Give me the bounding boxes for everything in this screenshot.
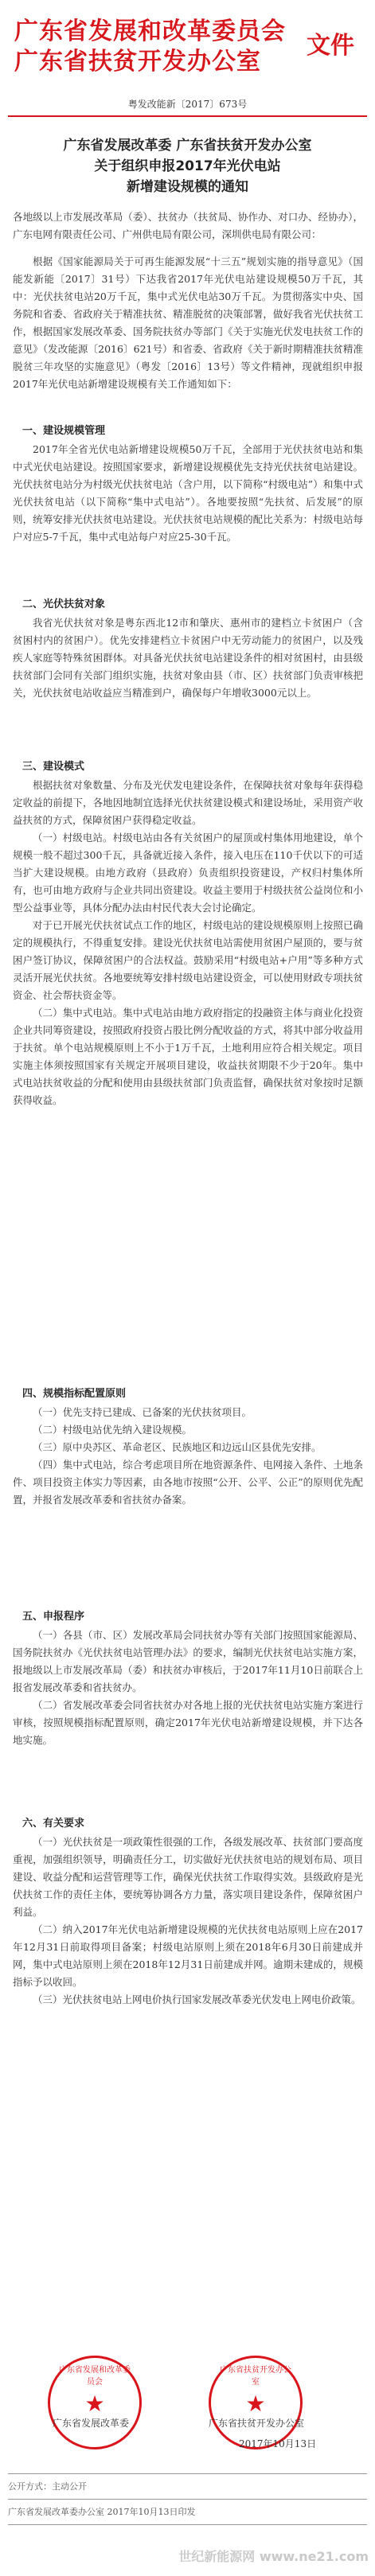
intro <box>13 253 363 393</box>
official-seal-left <box>48 2356 142 2449</box>
footer-divider-bottom <box>8 2524 367 2525</box>
section-paragraph: （二）村级电站优先纳入建设规模。 <box>33 1424 193 1436</box>
section-heading: 五、申报程序 <box>22 1611 85 1623</box>
document-number: 粤发改能新〔2017〕673号 <box>127 99 248 110</box>
seal-text: 广东省扶贫开发办公室 <box>220 2366 291 2387</box>
section-body <box>13 1404 363 1509</box>
section-heading: 三、建设模式 <box>22 761 85 773</box>
site-watermark: 世纪新能源网 www.ne21.com <box>178 2549 369 2564</box>
section-paragraph: （二）集中式电站。集中式电站由地方政府指定的投融资主体与商业化投资企业共同筹资建设，按照政府投资占股比例分配收益的方式，将其中部分收益用于扶贫。单个电站规模原则上不小于1万千瓦，土地利用应符合相关规定。项目实施主体须按照国家有关规定开展项目建设，收益扶贫期限不少于20年。集中式电站扶贫收益的分配和使用由县级扶贫部门负责监督，确保扶贫对象按时足额获得收益。 <box>13 1007 363 1106</box>
section-body <box>13 441 363 546</box>
seal-text: 广东省发展和改革委员会 <box>59 2366 131 2387</box>
section-paragraph: （四）集中式电站，综合考虑项目所在地资源条件、电网接入条件、土地条件、项目投资主体实力等因素，由各地市按照“公开、公平、公正”的原则优先配置，并报省发展改革委和省扶贫办备案。 <box>13 1459 363 1506</box>
disclosure-line: 公开方式：主动公开 <box>8 2481 87 2492</box>
footer-divider-top <box>8 2473 367 2474</box>
section-paragraph: 2017年全省光伏电站新增建设规模50万千瓦，全部用于光伏扶贫电站和集中式光伏电站建设。按照国家要求，新增建设规模优先支持光伏扶贫电站建设。光伏扶贫电站分为村级光伏扶贫电站（含户用，以下简称“村级电站”）和集中式光伏扶贫电站（以下简称“集中式电站”）。各地要按照“先扶贫、后发展”的原则，统筹安排光伏扶贫电站建设。光伏扶贫电站规模的配比关系为：村级电站每户对应5-7千瓦，集中式电站每户对应25-30千瓦。 <box>13 443 363 543</box>
section-paragraph: （一）村级电站。村级电站由各有关贫困户的屋顶或村集体用地建设，单个规模一般不超过300千瓦，具备就近接入条件，接入电压在110千伏以下的可适当扩大建设规模。由地方政府（县政府）负责组织投资建设，产权归村集体所有，也可由地方政府与企业共同出资建设。收益主要用于村级扶贫公益岗位和小型公益事业等，具体分配办法由村民代表大会讨论确定。 <box>13 832 363 914</box>
addressee <box>13 208 363 244</box>
section-heading: 四、规模指标配置原则 <box>22 1388 127 1400</box>
section-body <box>13 614 363 702</box>
section-paragraph: （二）纳入2017年光伏电站新增建设规模的光伏扶贫电站原则上应在2017年12月31日前取得项目备案；村级电站原则上须在2018年6月30日前建成并网，集中式电站原则上须在2018年12月31日前建成并网。逾期未建成的，规模指标予以收回。 <box>13 1923 363 1988</box>
star-icon: ★ <box>84 2391 105 2417</box>
section-paragraph: （二）省发展改革委会同省扶贫办对各地上报的光伏扶贫电站实施方案进行审核，按照规模指标配置原则，确定2017年光伏电站新增建设规模，并下达各地实施。 <box>13 1699 363 1746</box>
footer-divider-mid <box>8 2499 367 2500</box>
section-paragraph: （三）光伏扶贫电站上网电价执行国家发展改革委光伏发电上网电价政策。 <box>33 1993 361 2005</box>
document-header <box>0 0 375 88</box>
title-line-1: 广东省发展改革委 广东省扶贫开发办公室 <box>63 138 312 154</box>
issuer-name-1: 广东省发展和改革委员会 <box>14 18 286 45</box>
title-line-2: 关于组织申报2017年光伏电站 <box>94 158 281 174</box>
section-paragraph: 我省光伏扶贫对象是粤东西北12市和肇庆、惠州市的建档立卡贫困户（含贫困村内的贫困户）。优先安排建档立卡贫困户中无劳动能力的贫困户，以及残疾人家庭等特殊贫困群体。对具备光伏扶贫电站建设条件的相对贫困村，由县级扶贫部门会同有关部门组织实施，扶贫对象由县（市、区）扶贫部门负责审核把关，光伏扶贫电站收益应当精准到户，确保每户年增收3000元以上。 <box>13 617 363 699</box>
signature-date: 2017年10月13日 <box>239 2438 317 2449</box>
section-paragraph: （一）优先支持已建成、已备案的光伏扶贫项目。 <box>33 1406 252 1418</box>
signature-right: 广东省扶贫开发办公室 <box>209 2418 305 2429</box>
star-icon: ★ <box>245 2391 266 2417</box>
section-body <box>13 777 363 1109</box>
title-line-3: 新增建设规模的通知 <box>127 179 248 195</box>
intro-paragraph: 根据《国家能源局关于可再生能源发展“十三五”规划实施的指导意见》（国能发新能〔2017〕31号）下达我省2017年光伏电站建设规模50万千瓦，其中：光伏扶贫电站20万千瓦，集中式光伏电站30万千瓦。为贯彻落实中央、国务院和省委、省政府关于精准扶贫、精准脱贫的决策部署，做好我省光伏扶贫工作，根据国家发展改革委、国务院扶贫办等部门《关于实施光伏发电扶贫工作的意见》（发改能源〔2016〕621号）和省委、省政府《关于新时期精准扶贫精准脱贫三年攻坚的实施意见》（粤发〔2016〕13号）等文件精神，现就组织申报2017年光伏电站新增建设规模有关工作通知如下： <box>13 255 363 390</box>
signature-left: 广东省发展改革委 <box>53 2418 130 2429</box>
header-divider <box>8 115 367 117</box>
issuer-name-2: 广东省扶贫开发办公室 <box>14 48 261 76</box>
section-heading: 六、有关要求 <box>22 1818 85 1830</box>
document-type-label: 文件 <box>307 32 354 60</box>
addressee-text: 各地级以上市发展改革局（委）、扶贫办（扶贫局、协作办、对口办、经协办），广东电网有限责任公司、广州供电局有限公司，深圳供电局有限公司： <box>13 211 363 240</box>
section-heading: 一、建设规模管理 <box>22 425 106 437</box>
section-paragraph: 对于已开展光伏扶贫试点工作的地区，村级电站的建设规模原则上按照已确定的规模执行，不得重复安排。建设光伏扶贫电站需使用贫困户屋顶的，要与贫困户签订协议，保障贫困户的合法权益。鼓励采用“村级电站+户用”等多种方式灵活开展光伏扶贫。各地要统筹安排村级电站建设资金，可以使用财政专项扶贫资金、社会帮扶资金等。 <box>13 919 363 1001</box>
official-seal-right <box>209 2356 303 2449</box>
section-paragraph: 根据扶贫对象数量、分布及光伏发电建设条件，在保障扶贫对象每年获得稳定收益的前提下，各地因地制宜选择光伏扶贫建设模式和建设场址，采用资产收益扶贫的方式，保障贫困户获得稳定收益。 <box>13 779 363 826</box>
section-paragraph: （一）各县（市、区）发展改革局会同扶贫办等有关部门按照国家能源局、国务院扶贫办《光伏扶贫电站管理办法》的要求，编制光伏扶贫电站实施方案，报地级以上市发展改革局（委）和扶贫办审核后，于2017年11月10日前联合上报省发展改革委和省扶贫办。 <box>13 1629 363 1693</box>
section-heading: 二、光伏扶贫对象 <box>22 598 106 610</box>
section-body <box>13 1627 363 1749</box>
section-paragraph: （一）光伏扶贫是一项政策性很强的工作，各级发展改革、扶贫部门要高度重视，加强组织领导，明确责任分工，切实做好光伏扶贫电站的规划布局、项目建设、收益分配和运营管理等工作，确保光伏扶贫工作取得实效。县级政府是光伏扶贫工作的责任主体，要统筹协调各方力量，落实项目建设条件，保障贫困户利益。 <box>13 1836 363 1918</box>
section-body <box>13 1834 363 2009</box>
section-paragraph: （三）原中央苏区、革命老区、民族地区和边远山区县优先安排。 <box>33 1441 322 1453</box>
issue-line: 广东省发展改革委办公室 2017年10月13日印发 <box>8 2507 196 2517</box>
